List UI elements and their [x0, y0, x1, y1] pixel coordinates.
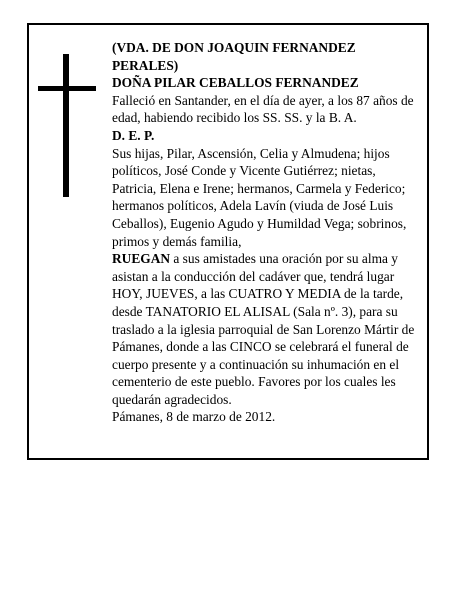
cross-horizontal-bar	[38, 86, 96, 91]
ruegan-paragraph	[112, 250, 418, 408]
latin-cross-icon	[38, 54, 96, 197]
deceased-name: DOÑA PILAR CEBALLOS FERNANDEZ	[112, 75, 359, 91]
obituary-text	[112, 39, 418, 426]
dep-line: D. E. P.	[112, 127, 155, 143]
ruegan-text: a sus amistades una oración por su alma y asistan a la conducción del cadáver que, tendrá lugar HOY, JUEVES, a las CUATRO Y MEDIA de la tarde, desde TANATORIO EL ALISAL (Sala nº. 3), para su traslado a la iglesia parroquial de San Lorenzo Mártir de Pámanes, donde a las CINCO se celebrará el funeral de cuerpo presente y a continuación su inhumación en el cementerio de este pueblo. Favores por los cuales les quedarán agradecidos.	[112, 251, 415, 407]
widow-line: (VDA. DE DON JOAQUIN FERNANDEZ PERALES)	[112, 40, 356, 73]
death-announcement: Falleció en Santander, en el día de ayer, a los 87 años de edad, habiendo recibido los SS. SS. y la B. A.	[112, 92, 414, 126]
ruegan-word: RUEGAN	[112, 251, 171, 267]
cross-vertical-bar	[63, 54, 69, 197]
place-date: Pámanes, 8 de marzo de 2012.	[112, 409, 276, 425]
family-list: Sus hijas, Pilar, Ascensión, Celia y Almudena; hijos políticos, José Conde y Vicente Gutiérrez; nietas, Patricia, Elena e Irene; hermanos, Carmela y Federico; hermanos políticos, Adela Lavín (viuda de José Luis Ceballos), Eugenio Agudo y Humildad Vega; sobrinos, primos y demás familia,	[112, 145, 407, 249]
